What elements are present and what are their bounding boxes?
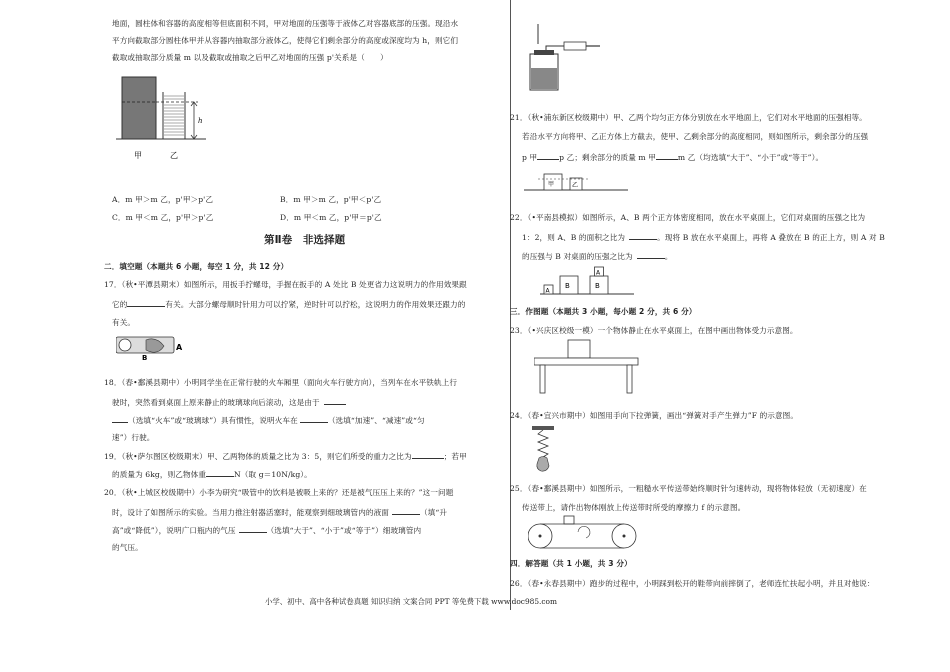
cylinder-jia <box>122 77 156 139</box>
option-d: D．m 甲＜m 乙，p'甲＝p'乙 <box>280 213 382 222</box>
q18-blank-1a[interactable] <box>324 396 346 405</box>
bottle-liquid <box>531 68 557 89</box>
option-a: A．m 甲＞m 乙，p'甲＞p'乙 <box>112 195 214 204</box>
table-leg-right <box>627 365 632 393</box>
table-object-figure <box>534 338 654 398</box>
q22-line2-b: 。现将 B 放在水平桌面上，再将 A 叠放在 B 的正上方，则 A 对 B <box>657 233 885 242</box>
label-jia: 甲 <box>548 181 555 188</box>
q19-blank-1[interactable] <box>412 450 444 459</box>
nut <box>119 339 131 351</box>
label-jia: 甲 <box>134 151 142 160</box>
q18-line3-b: （选填“加速”、“减速”或“匀 <box>327 416 425 425</box>
q26-text: 26．（春•永春县期中）跑步的过程中，小明踩到松开的鞋带向前摔倒了，老师连忙扶起小明，并且对他说： <box>510 579 875 588</box>
label-b: B <box>565 282 570 290</box>
q20-line3-a: 高”或“降低”），说明广口瓶内的气压 <box>112 526 236 535</box>
q17-line2-a: 它的 <box>112 300 128 309</box>
q20-line2-b: （填“升 <box>419 508 448 517</box>
table-top <box>534 358 638 365</box>
wrench-figure <box>116 334 186 364</box>
q21-blank-2[interactable] <box>656 151 678 160</box>
cubes-jia-yi-figure <box>524 166 634 196</box>
bottle-stopper <box>534 50 554 55</box>
part2-heading: 二．填空题（本题共 6 小题，每空 1 分，共 12 分） <box>104 262 289 271</box>
q20-line3-b: （选填“大于”、“小于”或“等于”）细玻璃管内 <box>266 526 422 535</box>
q17-line3: 有关。 <box>112 318 136 327</box>
q21-line3-c: m 乙（均选填“大于”、“小于”或“等于”）。 <box>677 153 824 162</box>
q19-line2-a: 的质量为 6kg，则乙物体重 <box>112 470 207 479</box>
q19-line2-b: N（取 g＝10N/kg）。 <box>234 470 312 479</box>
part3-heading: 三．作图题（本题共 3 小题，每小题 2 分，共 6 分） <box>510 307 697 316</box>
q23-text: 23．（•兴庆区校级一模）一个物体静止在水平桌面上，在图中画出物体受力示意图。 <box>510 326 798 335</box>
object-on-belt <box>564 516 574 524</box>
page-footer: 小学、初中、高中各种试卷真题 知识归纳 文案合同 PPT 等免费下载 www.doc985.com <box>265 597 557 606</box>
syringe-barrel <box>564 42 586 50</box>
q18-line2-a: 驶时，突然看到桌面上原来静止的玻璃球向后滚动，这是由于 <box>112 398 320 407</box>
spring-hand-figure <box>530 424 564 476</box>
q20-blank-1[interactable] <box>392 506 420 515</box>
hand <box>537 457 549 472</box>
q21-line1: 21．（秋•浦东新区校级期中）甲、乙两个均匀正方体分别放在水平地面上，它们对水平地面的压强相等。 <box>510 113 867 122</box>
rotation-arrow <box>578 526 590 538</box>
option-b: B．m 甲＞m 乙，p'甲＜p'乙 <box>280 195 382 204</box>
q18-line1: 18．（春•鄱溪县期中）小明同学坐在正常行驶的火车厢里（面向火车行驶方向），当列车在水平铁轨上行 <box>104 378 458 387</box>
option-c: C．m 甲＜m 乙，p'甲＞p'乙 <box>112 213 214 222</box>
q22-line3-b: 。 <box>664 252 673 261</box>
cylinder-container-figure <box>116 72 226 172</box>
q20-line1: 20．（秋•上城区校级期中）小李为研究“吸管中的饮料是被吸上来的？还是被气压压上来的？”这一问题 <box>104 488 454 497</box>
object-block <box>568 340 590 358</box>
label-b-stacked: B <box>595 282 600 290</box>
q25-line2: 传送带上，请作出物体刚放上传送带时所受的摩擦力 f 的示意图。 <box>522 503 746 512</box>
ceiling <box>532 426 554 430</box>
q20-line2 <box>112 506 447 518</box>
label-yi: 乙 <box>572 182 579 189</box>
q18-line3 <box>112 414 425 426</box>
q20-line3 <box>112 524 421 536</box>
conveyor-belt-figure <box>528 514 644 554</box>
q21-line3-b: p 乙；剩余部分的质量 m 甲 <box>559 153 656 162</box>
label-a-stacked: A <box>596 269 601 277</box>
q22-line1: 22．（•平南县模拟）如图所示，A、B 两个正方体密度相同，放在水平桌面上，它们对桌面的压强之比为 <box>510 213 866 222</box>
q21-line3 <box>522 151 823 163</box>
q22-line2-a: 1：2，则 A、B 的面积之比为 <box>522 233 626 242</box>
q25-line1: 25．（春•鄱溪县期中）如图所示，一粗糙水平传送带始终顺时针匀速转动，现将物体轻放（无初速度）在 <box>510 484 867 493</box>
label-yi: 乙 <box>170 151 178 160</box>
q18-line3-a: （选填“火车”或“玻璃球”）具有惯性，说明火车在 <box>128 416 298 425</box>
q19-line2 <box>112 468 312 480</box>
q16-text-line1: 地面，圆柱体和容器的高度相等但底面积不同，甲对地面的压强等于液体乙对容器底部的压强。现沿水 <box>112 19 459 28</box>
spring <box>538 430 548 457</box>
q16-text-line3: 截取或抽取部分质量 m 以及截取或抽取之后甲乙对地面的压强 p'关系是（ ） <box>112 53 388 62</box>
q22-blank-1[interactable] <box>629 231 657 240</box>
q17-line1: 17．（秋•平潭县期末）如图所示，用扳手拧螺母，手握在扳手的 A 处比 B 处更省力这说明力的作用效果跟 <box>104 280 467 289</box>
syringe-bottle-figure <box>524 22 614 94</box>
q24-text: 24．（春•宜兴市期中）如图用手向下拉弹簧，画出“弹簧对手产生弹力”F 的示意图。 <box>510 411 799 420</box>
q20-blank-2[interactable] <box>239 524 267 533</box>
cubes-a-b-figure <box>540 264 640 298</box>
q22-blank-2[interactable] <box>637 250 665 259</box>
q17-blank-1[interactable] <box>127 298 165 307</box>
q20-line4: 的气压。 <box>112 543 143 552</box>
table-leg-left <box>540 365 545 393</box>
section-title: 第Ⅱ卷 非选择题 <box>264 234 346 246</box>
q16-text-line2: 平方向截取部分圆柱体甲并从容器内抽取部分液体乙，使得它们剩余部分的高度或深度均为 h，则它们 <box>112 36 459 45</box>
q18-blank-2[interactable] <box>300 414 328 423</box>
label-a: A <box>176 343 183 352</box>
q22-line3 <box>522 250 672 262</box>
part4-heading: 四．解答题（共 1 小题，共 3 分） <box>510 559 632 568</box>
h-label: h <box>198 117 203 125</box>
column-divider <box>510 0 511 610</box>
q17-line2-b: 有关。大部分螺母顺时针用力可以拧紧，逆时针可以拧松，这说明力的作用效果还跟力的 <box>165 300 466 309</box>
q18-line4: 速”）行驶。 <box>112 433 155 442</box>
q19-line1-a: 19．（秋•萨尔图区校级期末）甲、乙两物体的质量之比为 3：5，则它们所受的重力之比为 <box>104 452 412 461</box>
label-a: A <box>545 287 550 295</box>
q19-line1 <box>104 450 467 462</box>
q21-line2: 若沿水平方向将甲、乙正方体上方截去，使甲、乙剩余部分的高度相同，则如图所示，剩余部分的压强 <box>522 132 869 141</box>
q17-line2 <box>112 298 465 310</box>
q22-line2 <box>522 231 885 243</box>
q18-line2 <box>112 396 346 408</box>
q20-line2-a: 时，设计了如图所示的实验。当用力推注射器活塞时，能观察到细玻璃管内的液面 <box>112 508 389 517</box>
q19-blank-2[interactable] <box>206 468 234 477</box>
q18-blank-1b[interactable] <box>112 414 128 423</box>
label-b: B <box>142 354 148 362</box>
q21-line3-a: p 甲 <box>522 153 538 162</box>
q22-line3-a: 的压强与 B 对桌面的压强之比为 <box>522 252 633 261</box>
q21-blank-1[interactable] <box>537 151 559 160</box>
q19-line1-b: ；若甲 <box>443 452 467 461</box>
